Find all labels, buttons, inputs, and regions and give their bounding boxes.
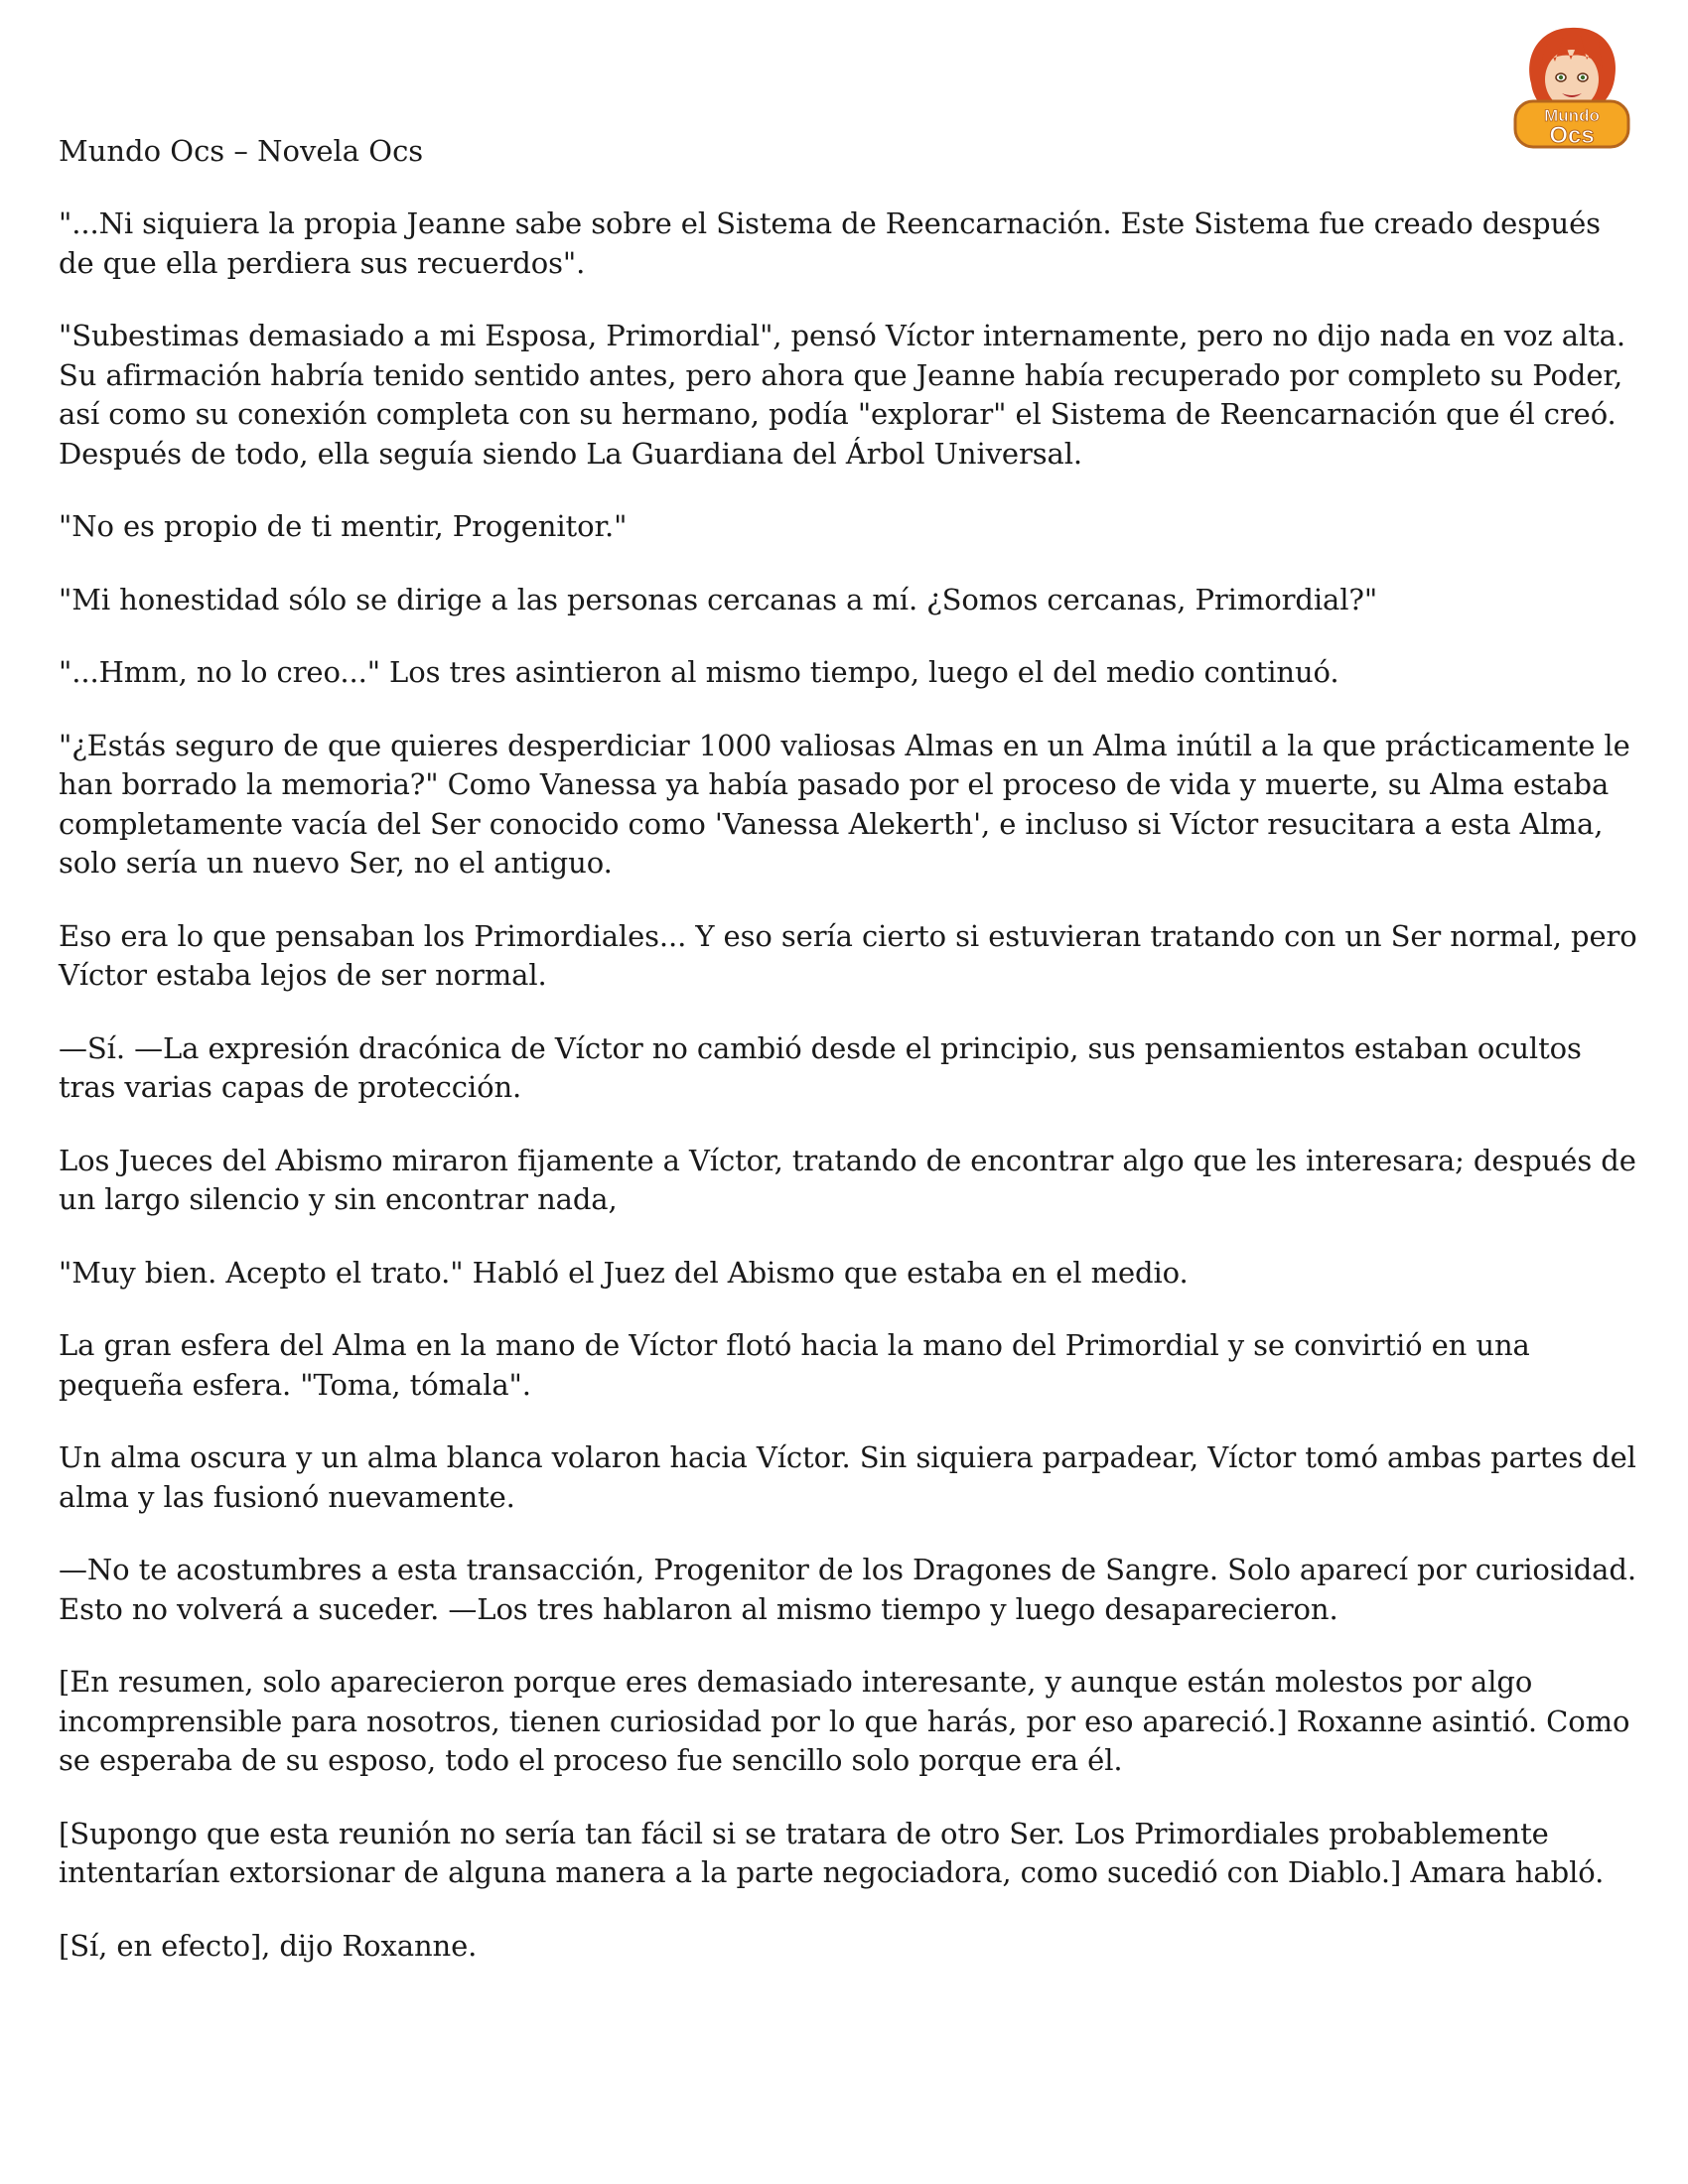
paragraph: Eso era lo que pensaban los Primordiales... Y eso sería cierto si estuvieran tratando con un Ser normal, pero Víctor estaba lejos de ser normal. bbox=[59, 918, 1637, 992]
paragraph: "...Ni siquiera la propia Jeanne sabe sobre el Sistema de Reencarnación. Este Sistema fue creado después de que ella perdiera sus recuerdos". bbox=[59, 206, 1601, 280]
svg-text:Mundo: Mundo bbox=[1544, 106, 1600, 125]
paragraph: [Supongo que esta reunión no sería tan fácil si se tratara de otro Ser. Los Primordiales probablemente intentarían extorsionar de alguna manera a la parte negociadora, como sucedió con Diablo.] Amara habló. bbox=[59, 1816, 1605, 1889]
paragraph: Un alma oscura y un alma blanca volaron hacia Víctor. Sin siquiera parpadear, Víctor tomó ambas partes del alma y las fusionó nuevamente. bbox=[59, 1440, 1636, 1514]
paragraph: Los Jueces del Abismo miraron fijamente a Víctor, tratando de encontrar algo que les interesara; después de un largo silencio y sin encontrar nada, bbox=[59, 1143, 1636, 1216]
document-page bbox=[59, 131, 1637, 1999]
paragraph: "¿Estás seguro de que quieres desperdiciar 1000 valiosas Almas en un Alma inútil a la que prácticamente le han borrado la memoria?" Como Vanessa ya había pasado por el proceso de vida y muerte, su Alma estaba completamente vacía del Ser conocido como 'Vanessa Alekerth', e incluso si Víctor resucitara a esta Alma, solo sería un nuevo Ser, no el antiguo. bbox=[59, 728, 1630, 880]
paragraph: —No te acostumbres a esta transacción, Progenitor de los Dragones de Sangre. Solo aparecí por curiosidad. Esto no volverá a suceder. —Los tres hablaron al mismo tiempo y luego desaparecieron. bbox=[59, 1553, 1636, 1626]
document-body bbox=[59, 205, 1637, 1966]
paragraph: "...Hmm, no lo creo..." Los tres asintieron al mismo tiempo, luego el del medio continuó. bbox=[59, 655, 1339, 689]
paragraph: "Mi honestidad sólo se dirige a las personas cercanas a mí. ¿Somos cercanas, Primordial?" bbox=[59, 582, 1378, 616]
paragraph: —Sí. —La expresión dracónica de Víctor no cambió desde el principio, sus pensamientos estaban ocultos tras varias capas de protección. bbox=[59, 1030, 1582, 1104]
paragraph: La gran esfera del Alma en la mano de Víctor flotó hacia la mano del Primordial y se convirtió en una pequeña esfera. "Toma, tómala". bbox=[59, 1328, 1530, 1402]
paragraph: "No es propio de ti mentir, Progenitor." bbox=[59, 509, 628, 543]
document-header: Mundo Ocs – Novela Ocs bbox=[59, 134, 424, 168]
paragraph: "Muy bien. Acepto el trato." Habló el Juez del Abismo que estaba en el medio. bbox=[59, 1255, 1189, 1290]
paragraph: [Sí, en efecto], dijo Roxanne. bbox=[59, 1928, 478, 1963]
paragraph: [En resumen, solo aparecieron porque eres demasiado interesante, y aunque están molestos por algo incomprensible para nosotros, tienen curiosidad por lo que harás, por eso apareció.] Roxanne asintió. Como se esperaba de su esposo, todo el proceso fue sencillo solo porque era él. bbox=[59, 1665, 1630, 1777]
svg-text:Ocs: Ocs bbox=[1549, 122, 1595, 149]
paragraph: "Subestimas demasiado a mi Esposa, Primordial", pensó Víctor internamente, pero no dijo nada en voz alta. Su afirmación habría tenido sentido antes, pero ahora que Jeanne había recuperado por completo su Poder, así como su conexión completa con su hermano, podía "explorar" el Sistema de Reencarnación que él creó. Después de todo, ella seguía siendo La Guardiana del Árbol Universal. bbox=[59, 319, 1625, 471]
